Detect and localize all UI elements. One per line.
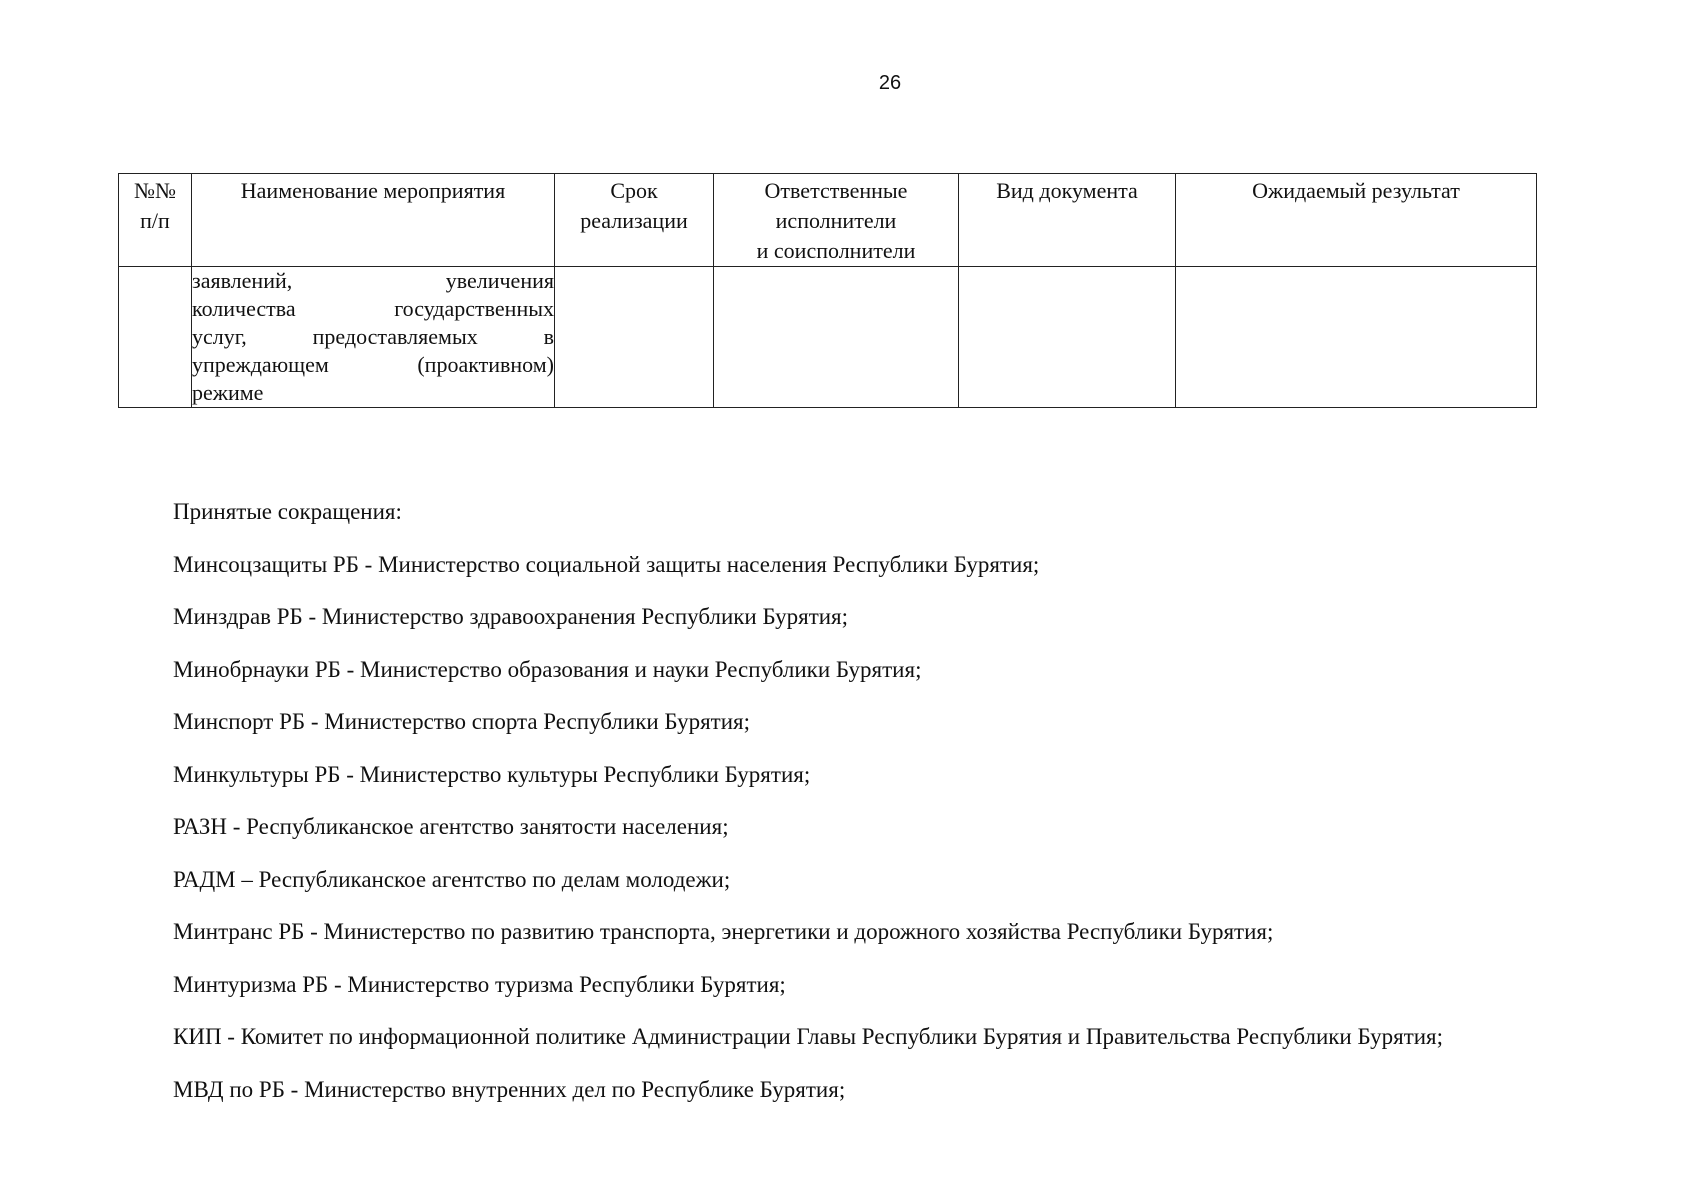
page-number: 26 [878,72,902,94]
header-expected-result: Ожидаемый результат [1176,174,1537,267]
cell-activity [192,267,555,408]
activity-line: режиме [192,380,264,405]
cell-responsible [714,267,959,408]
abbreviation-item: Минсоцзащиты РБ - Министерство социальной защиты населения Республики Бурятия; [173,551,1040,577]
activity-table [118,173,1537,408]
cell-term [555,267,714,408]
abbreviations-title: Принятые сокращения: [173,499,402,524]
header-responsible: Ответственные исполнители и соисполнители [714,174,959,267]
abbreviation-item: Минтуризма РБ - Министерство туризма Республики Бурятия; [173,971,786,997]
abbreviation-item: КИП - Комитет по информационной политике Администрации Главы Республики Бурятия и Правительства Республики Бурятия; [173,1024,1444,1049]
activity-line: количества государственных [192,296,554,321]
table-row [119,267,1537,408]
cell-number [119,267,192,408]
cell-document-type [959,267,1176,408]
activity-line: упреждающем (проактивном) [192,352,554,377]
table-header-row [119,174,1537,267]
header-document-type: Вид документа [959,174,1176,267]
abbreviation-item: Минздрав РБ - Министерство здравоохранения Республики Бурятия; [173,604,849,629]
header-term: Срок реализации [555,174,714,267]
abbreviations-section [173,497,1623,1127]
abbreviation-item: Минкультуры РБ - Министерство культуры Республики Бурятия; [173,761,811,787]
header-number: №№ п/п [119,174,192,267]
abbreviation-item: РАДМ – Республиканское агентство по делам молодежи; [173,866,731,892]
activity-line: заявлений, увеличения [192,268,554,293]
abbreviation-item: Минобрнауки РБ - Министерство образования и науки Республики Бурятия; [173,656,922,682]
abbreviation-item: Минтранс РБ - Министерство по развитию транспорта, энергетики и дорожного хозяйства Республики Бурятия; [173,919,1274,944]
header-activity-name: Наименование мероприятия [192,174,555,267]
cell-expected-result [1176,267,1537,408]
abbreviation-item: РАЗН - Республиканское агентство занятости населения; [173,814,729,839]
abbreviation-item: МВД по РБ - Министерство внутренних дел по Республике Бурятия; [173,1076,846,1102]
activity-line: услуг, предоставляемых в [192,324,554,349]
abbreviation-item: Минспорт РБ - Министерство спорта Республики Бурятия; [173,709,750,734]
